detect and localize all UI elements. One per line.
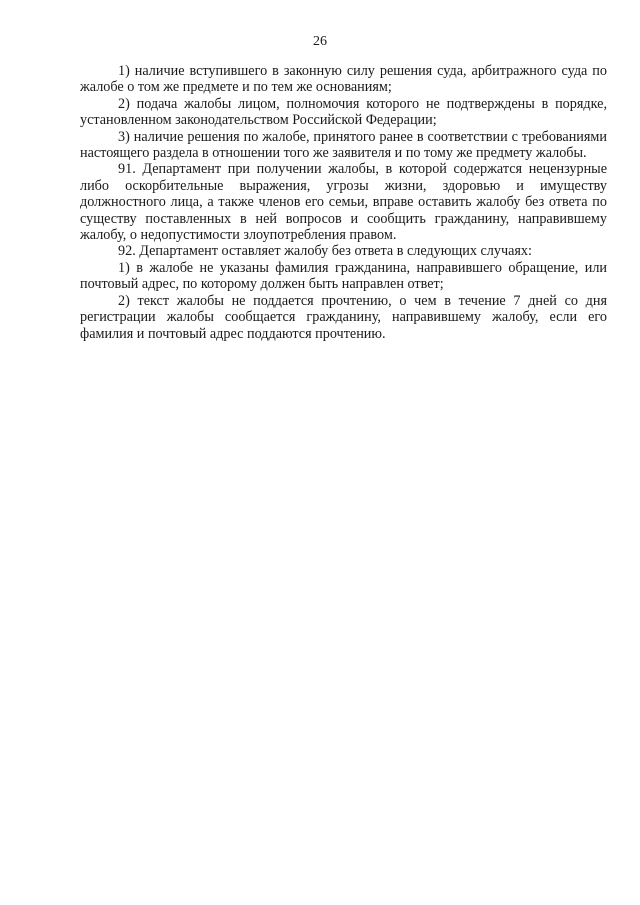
body-text	[80, 63, 607, 342]
paragraph-item-2: 2) подача жалобы лицом, полномочия которого не подтверждены в порядке, установленном законодательством Российской Федерации;	[80, 95, 607, 129]
paragraph-clause-91: 91. Департамент при получении жалобы, в которой содержатся нецензурные либо оскорбительные выражения, угрозы жизни, здоровью и имуществу должностного лица, а также членов его семьи, вправе оставить жалобу без ответа по существу поставленных в ней вопросов и сообщить гражданину, направившему жалобу, о недопустимости злоупотребления правом.	[80, 161, 607, 244]
paragraph-item-3: 3) наличие решения по жалобе, принятого ранее в соответствии с требованиями настоящего раздела в отношении того же заявителя и по тому же предмету жалобы.	[80, 128, 607, 162]
page-number: 26	[313, 34, 327, 49]
paragraph-item-92-2: 2) текст жалобы не поддается прочтению, о чем в течение 7 дней со дня регистрации жалобы сообщается гражданину, направившему жалобу, если его фамилия и почтовый адрес поддаются прочтению.	[80, 292, 607, 342]
paragraph-item-92-1: 1) в жалобе не указаны фамилия гражданина, направившего обращение, или почтовый адрес, по которому должен быть направлен ответ;	[80, 259, 607, 293]
paragraph-clause-92: 92. Департамент оставляет жалобу без ответа в следующих случаях:	[118, 243, 532, 260]
paragraph-item-1: 1) наличие вступившего в законную силу решения суда, арбитражного суда по жалобе о том же предмете и по тем же основаниям;	[80, 63, 607, 96]
